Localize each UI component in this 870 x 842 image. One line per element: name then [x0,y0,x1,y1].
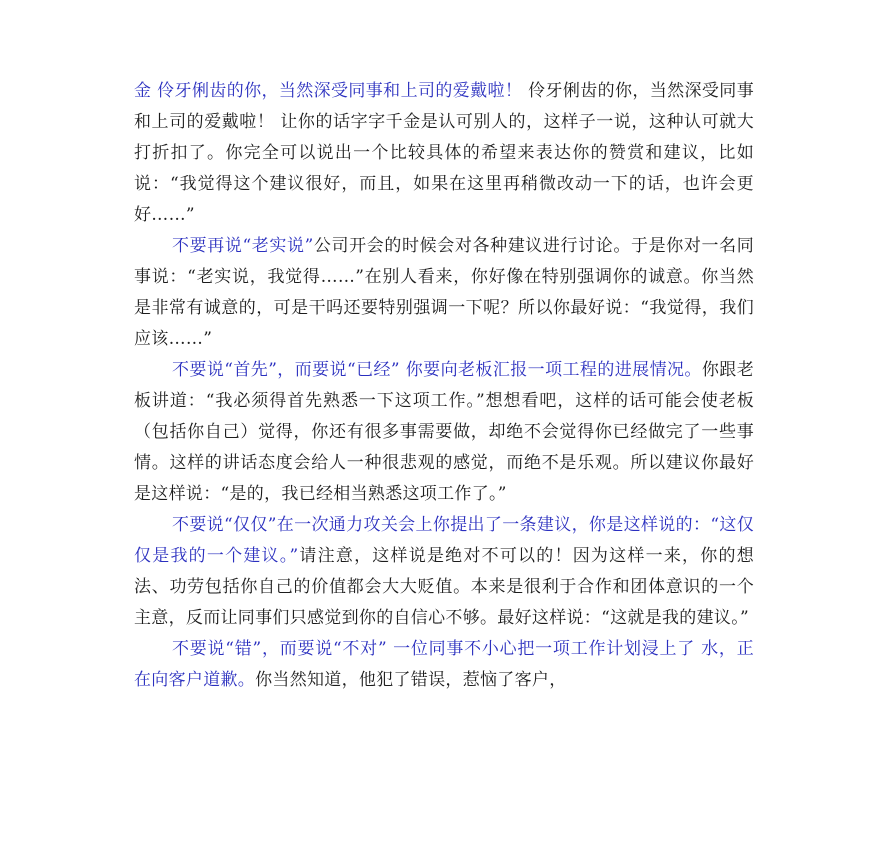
paragraph-only [134,510,754,634]
paragraph-heading: 不要说“仅仅”在一次通力攻关会上你提出了一条建议，你是这样说的：“这仅仅是我的一个建议。” [134,515,754,566]
paragraph-praise [134,76,754,231]
paragraph-text: 请注意，这样说是绝对不可以的！因为这样一来，你的想法、功劳包括你自己的价值都会大大贬值。本来是很利于合作和团体意识的一个主意，反而让同事们只感觉到你的自信心不够。最好这样说：“这就是我的建议。” [134,546,754,628]
paragraph-heading: 不要说“首先”，而要说“已经” 你要向老板汇报一项工程的进展情况。 [172,360,702,380]
paragraph-heading: 不要说“错”，而要说“不对” 一位同事不小心把一项工作计划浸上了 水，正在向客户道歉。 [134,639,754,690]
paragraph-text: 伶牙俐齿的你，当然深受同事和上司的爱戴啦！ 让你的话字字千金是认可别人的，这样子一说，这种认可就大打折扣了。你完全可以说出一个比较具体的希望来表达你的赞赏和建议，比如说：“我觉得这个建议很好，而且，如果在这里再稍微改动一下的话，也许会更好……” [134,81,754,225]
paragraph-wrong [134,634,754,696]
paragraph-heading: 金 伶牙俐齿的你，当然深受同事和上司的爱戴啦！ [134,81,523,101]
paragraph-first-already [134,355,754,510]
paragraph-heading: 不要再说“老实说” [172,236,314,256]
article-body [134,76,754,696]
paragraph-text: 公司开会的时候会对各种建议进行讨论。于是你对一名同事说：“老实说，我觉得……”在别人看来，你好像在特别强调你的诚意。你当然是非常有诚意的，可是干吗还要特别强调一下呢？所以你最好说：“我觉得，我们应该……” [134,236,754,349]
paragraph-honestly [134,231,754,355]
paragraph-text: 你跟老板讲道：“我必须得首先熟悉一下这项工作。”想想看吧，这样的话可能会使老板（包括你自己）觉得，你还有很多事需要做，却绝不会觉得你已经做完了一些事情。这样的讲话态度会给人一种很悲观的感觉，而绝不是乐观。所以建议你最好是这样说：“是的，我已经相当熟悉这项工作了。” [134,360,754,504]
paragraph-text: 你当然知道，他犯了错误，惹恼了客户， [255,670,567,690]
